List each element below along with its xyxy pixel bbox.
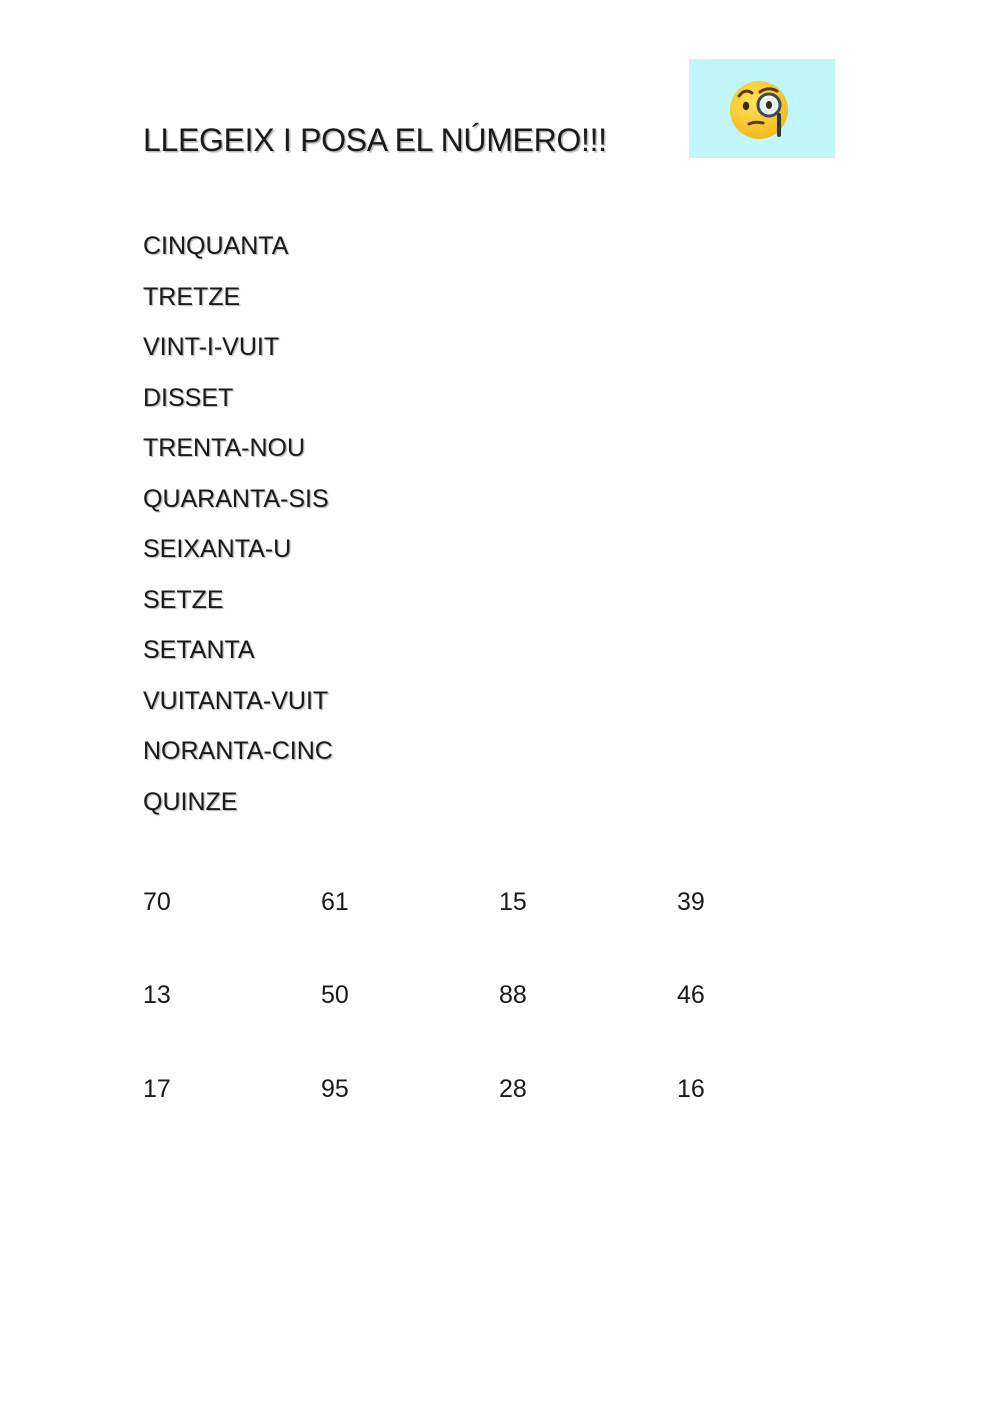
number-cell: 39 (677, 888, 705, 916)
number-cell: 61 (321, 888, 349, 916)
list-item: SETZE (143, 585, 224, 614)
number-cell: 16 (677, 1075, 705, 1103)
list-item: SETANTA (143, 636, 255, 664)
list-item: VINT-I-VUIT (143, 333, 280, 361)
list-item: SEIXANTA-U (143, 535, 292, 563)
emoji-frame (689, 59, 835, 158)
list-item: TRETZE (143, 282, 241, 311)
number-cell: 17 (143, 1075, 171, 1103)
page-title: LLEGEIX I POSA EL NÚMERO!!! (143, 122, 607, 158)
number-cell: 88 (499, 981, 527, 1009)
list-item: TRENTA-NOU (143, 434, 306, 462)
list-item: DISSET (143, 383, 234, 412)
number-cell: 15 (499, 888, 527, 916)
face-with-monocle-icon (727, 74, 797, 144)
number-cell: 28 (499, 1075, 527, 1103)
number-cell: 46 (677, 981, 705, 1009)
number-cell: 50 (321, 981, 349, 1009)
word-list (143, 226, 333, 832)
list-item: CINQUANTA (143, 232, 289, 260)
list-item: QUARANTA-SIS (143, 484, 329, 513)
number-cell: 13 (143, 981, 171, 1009)
list-item: QUINZE (143, 787, 238, 816)
list-item: NORANTA-CINC (143, 737, 333, 765)
number-cell: 70 (143, 888, 171, 916)
list-item: VUITANTA-VUIT (143, 686, 329, 715)
number-cell: 95 (321, 1075, 349, 1103)
